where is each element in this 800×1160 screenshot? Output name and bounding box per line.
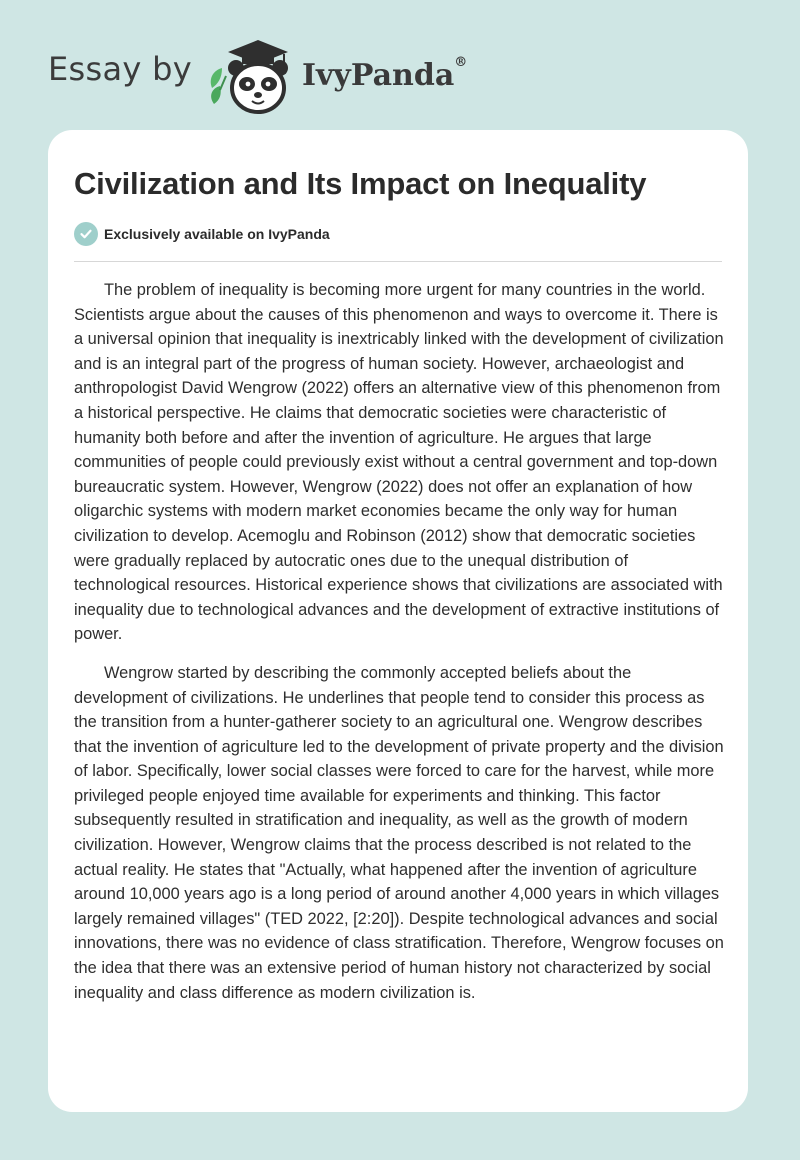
essay-by-label: Essay by <box>48 50 192 88</box>
paragraph: Wengrow started by describing the commonly accepted beliefs about the development of civilizations. He underlines that people tend to consider this process as the transition from a hunter-gatherer society to an agricultural one. Wengrow describes that the invention of agriculture led to the development of private property and the division of labor. Specifically, lower social classes were forced to care for the harvest, while more privileged people enjoyed time available for experiments and thinking. This factor subsequently resulted in stratification and inequality, as well as the growth of modern civilization. However, Wengrow claims that the process described is not related to the actual reality. He states that "Actually, what happened after the invention of agriculture around 10,000 years ago is a long period of around another 4,000 years in which villages largely remained villages" (TED 2022, [2:20]). Despite technological advances and social innovations, there was no evidence of class stratification. Therefore, Wengrow focuses on the idea that there was an extensive period of human history not characterized by social inequality and class difference as modern civilization is. <box>74 663 724 1002</box>
divider <box>74 261 722 262</box>
paragraph: The problem of inequality is becoming more urgent for many countries in the world. Scientists argue about the causes of this phenomenon and ways to overcome it. There is a universal opinion that inequality is inextricably linked with the development of civilization and is an integral part of the progress of human society. However, archaeologist and anthropologist David Wengrow (2022) offers an alternative view of this phenomenon from a historical perspective. He claims that democratic societies were characteristic of humanity both before and after the invention of agriculture. He argues that large communities of people could previously exist without a central government and top-down bureaucratic system. However, Wengrow (2022) does not offer an explanation of how oligarchic systems with modern market economies became the only way for human civilization to develop. Acemoglu and Robinson (2012) show that democratic societies were gradually replaced by autocratic ones due to the unequal distribution of technological resources. Historical experience shows that civilizations are associated with inequality due to technological advances and the development of extractive institutions of power. <box>74 281 724 644</box>
page-title: Civilization and Its Impact on Inequality <box>74 166 647 201</box>
panda-logo-icon[interactable] <box>206 32 298 118</box>
check-circle-icon <box>74 222 98 246</box>
exclusive-badge-label: Exclusively available on IvyPanda <box>104 226 330 242</box>
brand-name[interactable]: IvyPanda® <box>301 54 468 93</box>
registered-mark: ® <box>454 54 468 70</box>
essay-body <box>74 278 724 1019</box>
site-header <box>48 28 467 118</box>
exclusive-badge <box>74 222 330 246</box>
essay-card <box>48 130 748 1112</box>
